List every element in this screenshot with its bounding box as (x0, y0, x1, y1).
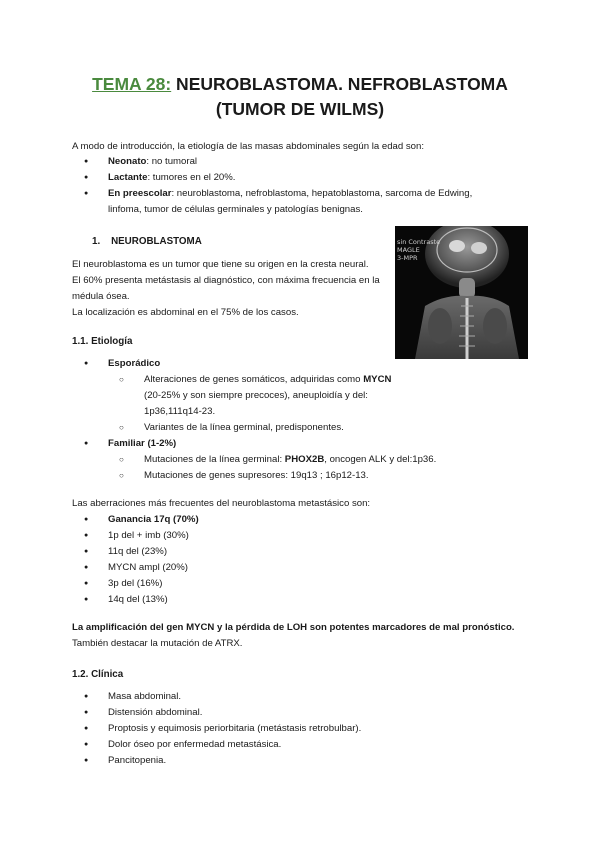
etiologia-list (72, 356, 437, 484)
clinica-heading: 1.2. Clínica (72, 669, 124, 680)
list-item: ● Esporádico ○ Alteraciones de genes somáticos, adquiridas como MYCN (20-25% y son siempre precoces), aneuploidía y del: 1p36,111q14-23. ○ Variantes de la línea germinal, predisponentes. (72, 356, 402, 436)
etiologia-heading: 1.1. Etiología (72, 336, 133, 347)
list-item: ● 14q del (13%) (72, 592, 372, 608)
aberraciones-list (72, 512, 372, 608)
list-item: ● Familiar (1-2%) ○ Mutaciones de la línea germinal: PHOX2B, oncogen ALK y del:1p36. ○ Mutaciones de genes supresores: 19q13 ; 16p12-13. (72, 436, 402, 484)
list-item: ● En preescolar: neuroblastoma, nefroblastoma, hepatoblastoma, sarcoma de Edwing, linfoma, tumor de células germinales y patologías benignas. (72, 186, 508, 218)
list-item: ● Pancitopenia. (72, 753, 432, 769)
list-item: ● Proptosis y equimosis periorbitaria (metástasis retrobulbar). (72, 721, 432, 737)
tema-title: NEUROBLASTOMA. NEFROBLASTOMA (TUMOR DE WILMS) (171, 74, 508, 119)
list-item: ● Masa abdominal. (72, 689, 432, 705)
page-title (60, 72, 540, 122)
sub-list-item: ○ Mutaciones de genes supresores: 19q13 ; 16p12-13. (108, 468, 468, 484)
list-item: ● 1p del + imb (30%) (72, 528, 372, 544)
marcadores-paragraph: La amplificación del gen MYCN y la pérdida de LOH son potentes marcadores de mal pronóstico. También destacar la mutación de ATRX. (72, 622, 515, 649)
list-item: ● Neonato: no tumoral (72, 154, 392, 170)
sub-list-item: ○ Alteraciones de genes somáticos, adquiridas como MYCN (20-25% y son siempre precoces), aneuploidía y del: 1p36,111q14-23. (108, 372, 408, 420)
list-item: ● 3p del (16%) (72, 576, 372, 592)
mri-overlay-text: sin Contraste MAGLE 3-MPR (397, 238, 441, 262)
section1-paragraph: El neuroblastoma es un tumor que tiene su origen en la cresta neural. El 60% presenta metástasis al diagnóstico, con máxima frecuencia en la médula ósea. La localización es abdominal en el 75% de los casos. (72, 259, 380, 318)
list-item: ● Lactante: tumores en el 20%. (72, 170, 392, 186)
list-item: ● Ganancia 17q (70%) (72, 512, 372, 528)
intro-text: A modo de introducción, la etiología de las masas abdominales según la edad son: (72, 141, 424, 152)
list-item: ● 11q del (23%) (72, 544, 372, 560)
section-heading: 1. NEUROBLASTOMA (92, 236, 202, 247)
list-item: ● Dolor óseo por enfermedad metastásica. (72, 737, 432, 753)
age-list (72, 154, 473, 218)
list-item: ● MYCN ampl (20%) (72, 560, 372, 576)
list-item: ● Distensión abdominal. (72, 705, 432, 721)
clinica-list (72, 689, 432, 769)
sub-list-item: ○ Mutaciones de la línea germinal: PHOX2B, oncogen ALK y del:1p36. (108, 452, 468, 468)
mri-image (395, 226, 528, 359)
tema-number: TEMA 28: (92, 74, 172, 94)
aberraciones-intro: Las aberraciones más frecuentes del neuroblastoma metastásico son: (72, 498, 371, 509)
sub-list-item: ○ Variantes de la línea germinal, predisponentes. (108, 420, 408, 436)
